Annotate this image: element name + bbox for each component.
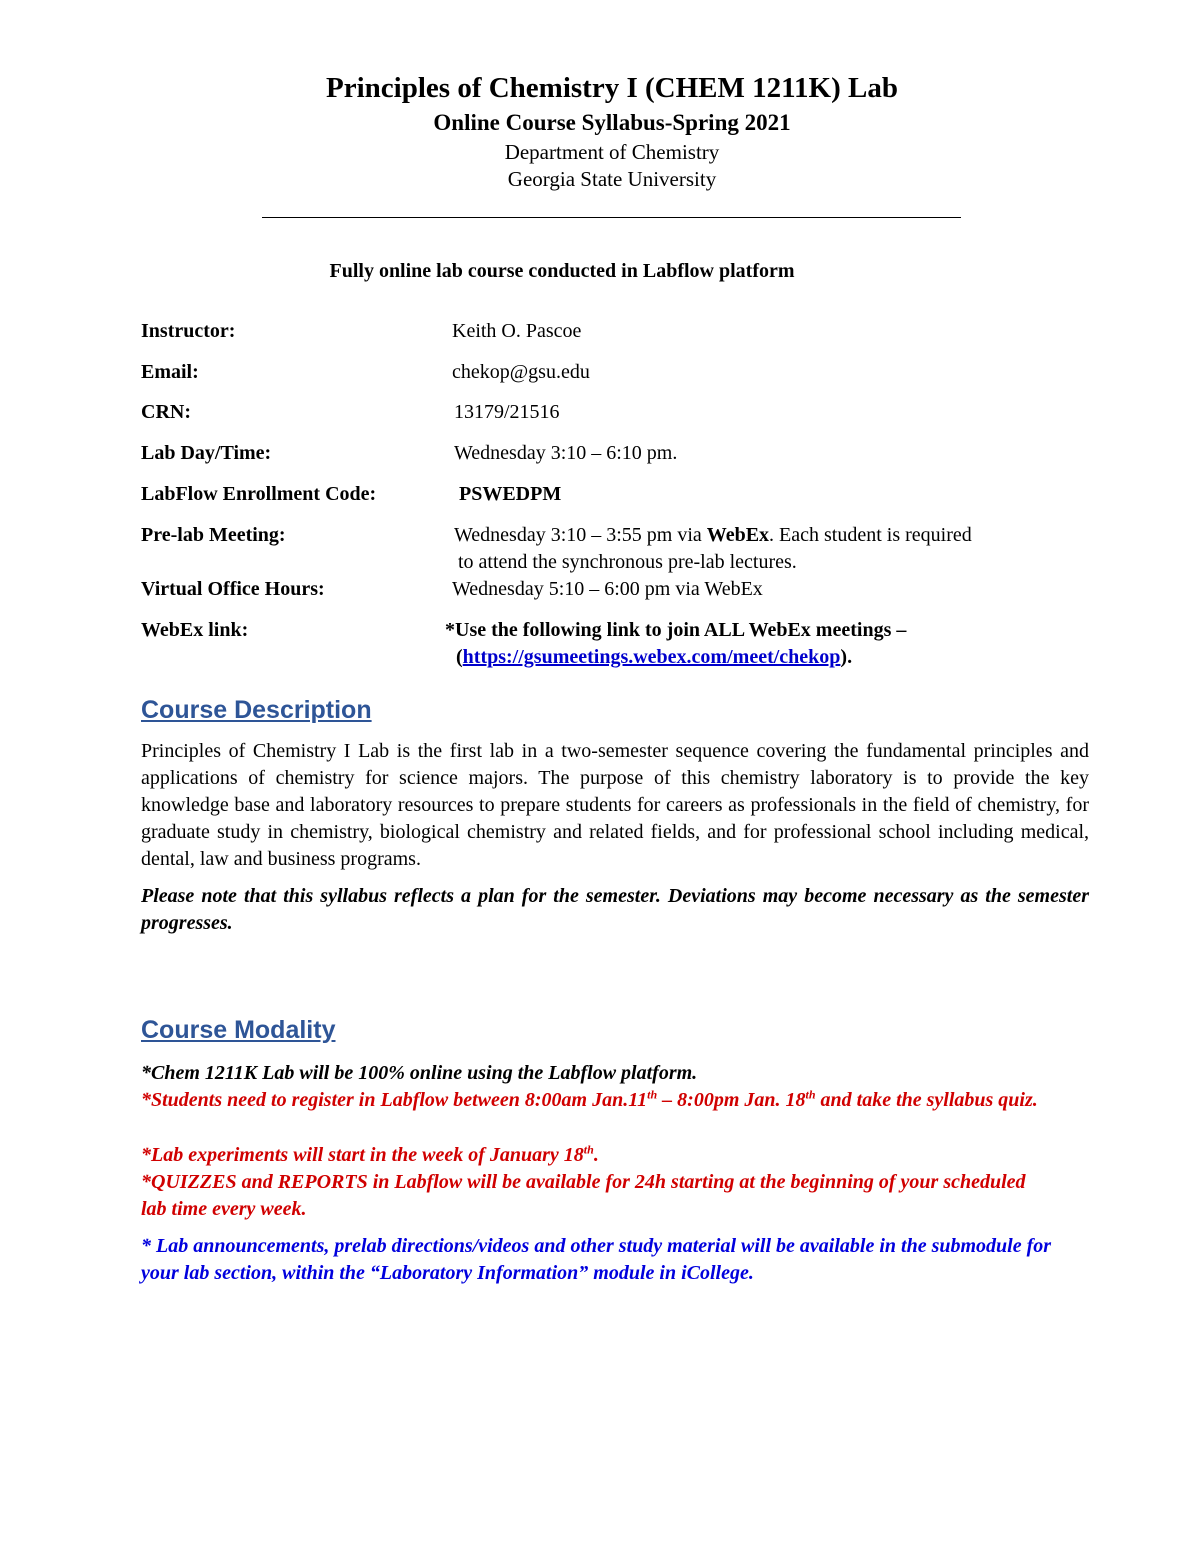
- modality-line-2-a: *Students need to register in Labflow between 8:00am Jan.11: [141, 1089, 648, 1111]
- webex-open-paren: (: [456, 646, 463, 668]
- enrollment-code-label: LabFlow Enrollment Code:: [141, 483, 377, 505]
- modality-line-2: [141, 1087, 1041, 1114]
- modality-line-3-a: *Lab experiments will start in the week of January 18: [141, 1144, 584, 1166]
- header-divider: [262, 217, 961, 218]
- prelab-value: [454, 524, 972, 547]
- enrollment-code-value: PSWEDPM: [459, 483, 562, 505]
- crn-value: 13179/21516: [454, 401, 560, 423]
- modality-line-4: *QUIZZES and REPORTS in Labflow will be available for 24h starting at the beginning of your scheduled lab time every week.: [141, 1171, 1026, 1220]
- modality-line-3-b: .: [593, 1144, 599, 1166]
- modality-line-3: [141, 1142, 1081, 1169]
- modality-line-2-sup2: th: [805, 1087, 816, 1102]
- lab-day-value: Wednesday 3:10 – 6:10 pm.: [454, 442, 678, 464]
- page-subtitle: Online Course Syllabus-Spring 2021: [433, 110, 791, 135]
- email-label: Email:: [141, 361, 199, 383]
- intro-line: Fully online lab course conducted in Labflow platform: [329, 260, 795, 282]
- instructor-value: Keith O. Pascoe: [452, 320, 582, 342]
- office-hours-value: Wednesday 5:10 – 6:00 pm via WebEx: [452, 578, 763, 600]
- webex-instruction: *Use the following link to join ALL WebEx meetings –: [445, 619, 907, 641]
- prelab-webex: WebEx: [706, 524, 770, 546]
- modality-line-2-b: – 8:00pm Jan. 18: [657, 1089, 806, 1111]
- prelab-value-tail: . Each student is required: [769, 524, 972, 546]
- page-title: Principles of Chemistry I (CHEM 1211K) Lab: [326, 72, 898, 104]
- course-description-heading: Course Description: [141, 696, 372, 724]
- prelab-label: Pre-lab Meeting:: [141, 524, 286, 546]
- crn-label: CRN:: [141, 401, 191, 423]
- webex-link-label: WebEx link:: [141, 619, 249, 641]
- modality-line-2-sup1: th: [647, 1087, 658, 1102]
- modality-line-2-c: and take the syllabus quiz.: [815, 1089, 1038, 1111]
- webex-link[interactable]: https://gsumeetings.webex.com/meet/chekop: [462, 646, 841, 668]
- webex-close-paren: ).: [840, 646, 853, 668]
- email-value: chekop@gsu.edu: [452, 361, 590, 383]
- syllabus-note: Please note that this syllabus reflects a plan for the semester. Deviations may become necessary as the semester progresses.: [141, 885, 1089, 934]
- webex-link-line: [456, 646, 852, 669]
- modality-line-3-sup: th: [583, 1142, 594, 1157]
- course-description-body: Principles of Chemistry I Lab is the first lab in a two-semester sequence covering the fundamental principles and applications of chemistry for science majors. The purpose of this chemistry laboratory is to provide the key knowledge base and laboratory resources to prepare students for careers as professionals in the field of chemistry, for graduate study in chemistry, biological chemistry and related fields, and for professional school including medical, dental, law and business programs.: [141, 740, 1089, 870]
- department-name: Department of Chemistry: [504, 140, 720, 164]
- instructor-label: Instructor:: [141, 320, 236, 342]
- office-hours-label: Virtual Office Hours:: [141, 578, 325, 600]
- university-name: Georgia State University: [507, 167, 717, 191]
- modality-line-5: * Lab announcements, prelab directions/videos and other study material will be available in the submodule for your lab section, within the “Laboratory Information” module in iCollege.: [141, 1235, 1052, 1284]
- modality-line-1: *Chem 1211K Lab will be 100% online using the Labflow platform.: [141, 1062, 698, 1084]
- lab-day-label: Lab Day/Time:: [141, 442, 272, 464]
- prelab-value-text: Wednesday 3:10 – 3:55 pm via: [454, 524, 707, 546]
- prelab-value-line2: to attend the synchronous pre-lab lectures.: [458, 551, 797, 573]
- course-modality-heading: Course Modality: [141, 1016, 336, 1044]
